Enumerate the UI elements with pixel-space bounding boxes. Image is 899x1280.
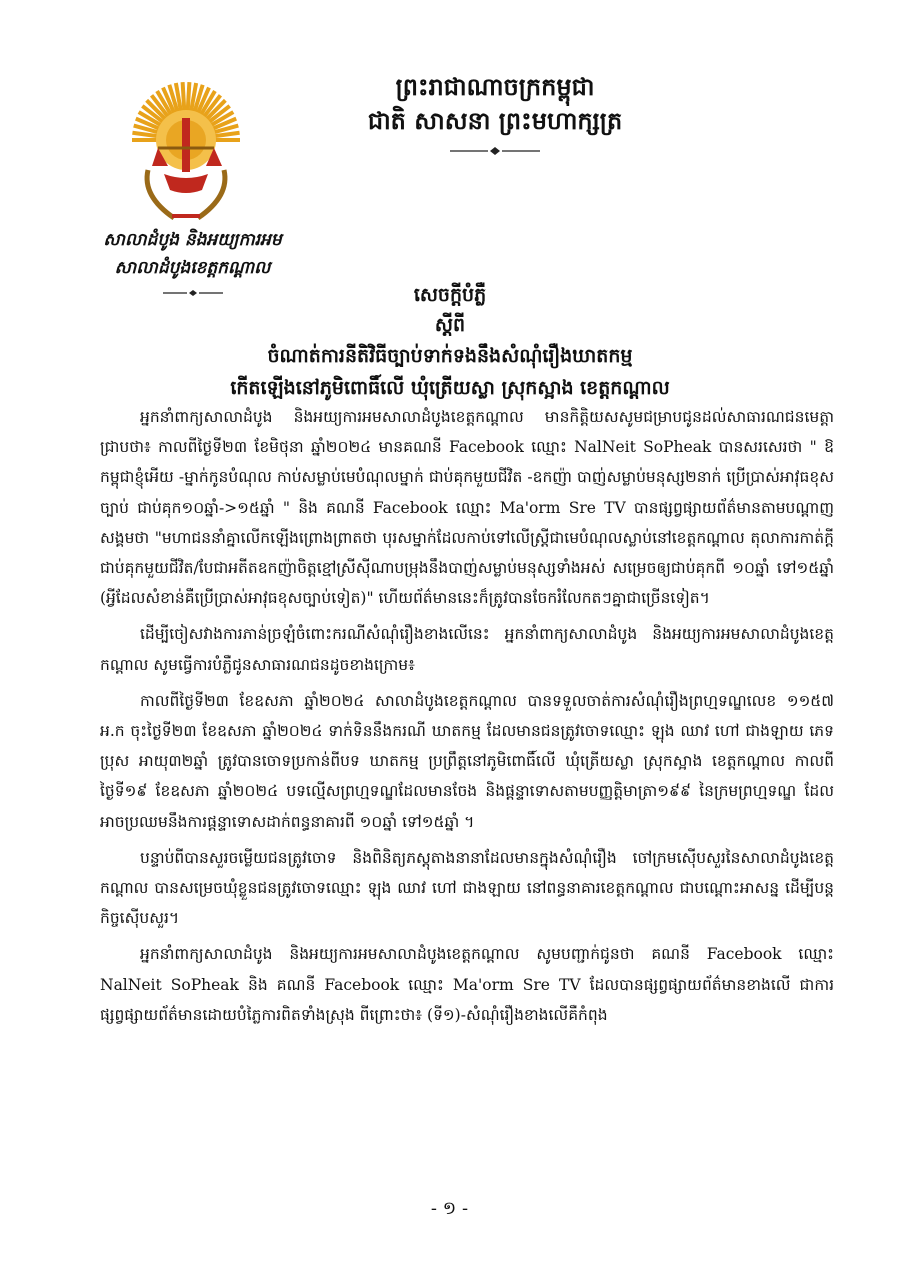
document-subject-line2: កើតឡើងនៅភូមិពោធិ៍លើ ឃុំត្រើយស្លា ស្រុកស្អាង ខេត្តកណ្តាល xyxy=(230,377,670,399)
document-subject-line1: ចំណាត់ការនីតិវិធីច្បាប់ទាក់ទងនឹងសំណុំរឿងឃាតកម្ម xyxy=(267,345,633,367)
kingdom-header xyxy=(300,70,690,156)
ornament-divider-icon xyxy=(450,146,540,156)
court-subname: សាលាដំបូងខេត្តកណ្តាល xyxy=(114,258,271,278)
court-emblem-icon xyxy=(128,78,244,228)
kingdom-name: ព្រះរាជាណាចក្រកម្ពុជា xyxy=(395,72,595,101)
paragraph: កាលពីថ្ងៃទី២៣ ខែឧសភា ឆ្នាំ២០២៤ សាលាដំបូងខេត្តកណ្តាល បានទទួលចាត់ការសំណុំរឿងព្រហ្មទណ្ឌលេខ ១១៥៧ អ.ក ចុះថ្ងៃទី២៣ ខែឧសភា ឆ្នាំ២០២៤ ទាក់ទិននឹងករណី ឃាតកម្ម ដែលមានជនត្រូវចោទឈ្មោះ ឡុង ឈាវ ហៅ ជាងឡាយ ភេទប្រុស អាយុ៣២ឆ្នាំ ត្រូវបានចោទប្រកាន់ពីបទ ឃាតកម្ម ប្រព្រឹត្តនៅភូមិពោធិ៍លើ ឃុំត្រើយស្លា ស្រុកស្អាង ខេត្តកណ្តាល កាលពីថ្ងៃទី១៩ ខែឧសភា ឆ្នាំ២០២៤ បទល្មើសព្រហ្មទណ្ឌដែលមានចែង និងផ្តន្ទាទោសតាមបញ្ញត្តិមាត្រា១៩៩ នៃក្រមព្រហ្មទណ្ឌ ដែលអាចប្រឈមនឹងការផ្តន្ទាទោសដាក់ពន្ធនាគារពី ១០ឆ្នាំ ទៅ១៥ឆ្នាំ ។ xyxy=(100,691,834,831)
paragraph: បន្ទាប់ពីបានសួរចម្លើយជនត្រូវចោទ និងពិនិត្យភស្តុតាងនានាដែលមានក្នុងសំណុំរឿង ចៅក្រមស៊ើបសួរនៃសាលាដំបូងខេត្តកណ្តាល បានសម្រេចឃុំខ្លួនជនត្រូវចោទឈ្មោះ ឡុង ឈាវ ហៅ ជាងឡាយ នៅពន្ធនាគារខេត្តកណ្តាល ជាបណ្តោះអាសន្ន ដើម្បីបន្តកិច្ចស៊ើបសួរ។ xyxy=(100,848,834,928)
paragraph: ដើម្បីចៀសវាងការភាន់ច្រឡំចំពោះករណីសំណុំរឿងខាងលើនេះ អ្នកនាំពាក្យសាលាដំបូង និងអយ្យការអមសាលាដំបូងខេត្តកណ្តាល សូមធ្វើការបំភ្លឺជូនសាធារណជនដូចខាងក្រោម៖ xyxy=(100,625,834,674)
paragraph: អ្នកនាំពាក្យសាលាដំបូង និងអយ្យការអមសាលាដំបូងខេត្តកណ្តាល សូមបញ្ជាក់ជូនថា គណនី Facebook ឈ្មោះ NalNeit SoPheak និង គណនី Facebook ឈ្មោះ Ma'orm Sre TV ដែលបានផ្សព្វផ្សាយព័ត៌មានខាងលើ ជាការផ្សព្វផ្សាយព័ត៌មានដោយបំភ្លៃការពិតទាំងស្រុង ពីព្រោះថា៖ (ទី១)-សំណុំរឿងខាងលើគឺកំពុង xyxy=(100,945,834,1024)
national-motto: ជាតិ សាសនា ព្រះមហាក្សត្រ xyxy=(367,106,623,135)
document-title-about: ស្តីពី xyxy=(434,314,466,336)
document-title: សេចក្តីបំភ្លឺ xyxy=(413,284,487,306)
paragraph: អ្នកនាំពាក្យសាលាដំបូង និងអយ្យការអមសាលាដំបូងខេត្តកណ្តាល មានកិត្តិយសសូមជម្រាបជូនដល់សាធារណជនមេត្តាជ្រាបថា៖ កាលពីថ្ងៃទី២៣ ខែមិថុនា ឆ្នាំ២០២៤ មានគណនី Facebook ឈ្មោះ NalNeit SoPheak បានសរសេរថា " ឱកម្ពុជាខ្ញុំអើយ -ម្នាក់កូនបំណុល កាប់សម្លាប់មេបំណុលម្នាក់ ជាប់គុកមួយជីវិត -ឧកញ៉ា បាញ់សម្លាប់មនុស្ស២នាក់ ប្រើប្រាស់អាវុធខុសច្បាប់ ជាប់គុក១០ឆ្នាំ->១៥ឆ្នាំ " និង គណនី Facebook ឈ្មោះ Ma'orm Sre TV បានផ្សព្វផ្សាយព័ត៌មានតាមបណ្តាញសង្គមថា "មហាជននាំគ្នាលើកឡើងព្រោងព្រាតថា បុរសម្នាក់ដែលកាប់ទៅលើស្ត្រីជាមេបំណុលស្លាប់នៅខេត្តកណ្តាល តុលាការកាត់ក្តីជាប់គុកមួយជីវិត/បែជាអតីតឧកញ៉ាចិត្តខ្មៅស្រីស៊ីណាបម្រុងនឹងបាញ់សម្លាប់មនុស្សទាំងអស់ សម្រេចឲ្យជាប់គុកពី ១០ឆ្នាំ ទៅ១៥ឆ្នាំ (អ្វីដែលសំខាន់គឺប្រើប្រាស់អាវុធខុសច្បាប់ទៀត)" ហើយព័ត៌មាននេះក៏ត្រូវបានចែករំលែកតៗគ្នាជាច្រើនទៀត។ xyxy=(100,408,834,608)
document-title-block xyxy=(130,280,770,404)
court-name: សាលាដំបូង និងអយ្យការអម xyxy=(103,230,282,250)
document-body xyxy=(100,402,834,1036)
page-number: - ១ - xyxy=(430,1198,469,1219)
